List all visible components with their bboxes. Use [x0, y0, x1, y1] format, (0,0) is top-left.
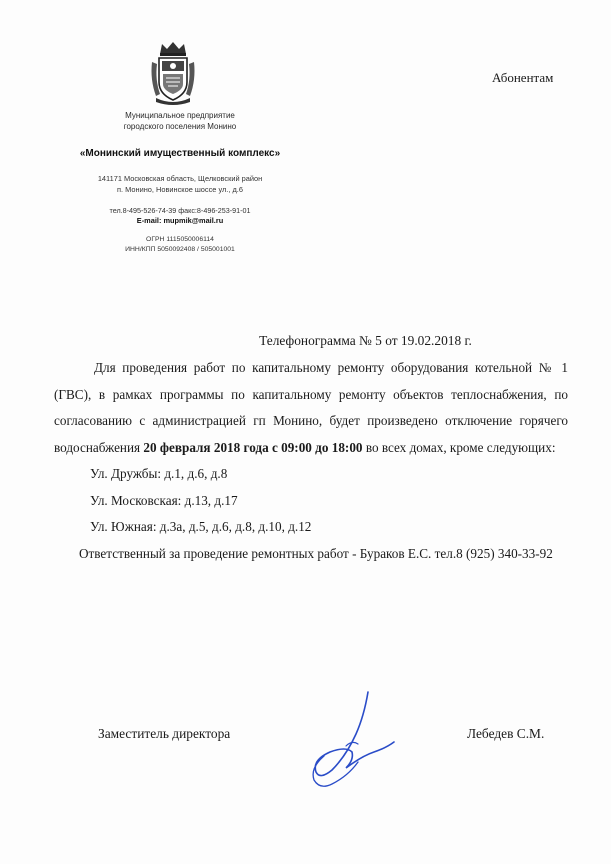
signature [302, 686, 402, 792]
document-title: Телефонограмма № 5 от 19.02.2018 г. [259, 333, 472, 348]
list-item: Ул. Дружбы: д.1, д.6, д.8 [90, 466, 228, 481]
phone-fax: тел.8-495-526-74-39 факс:8-496-253-91-01 [109, 206, 251, 215]
org-type-line: Муниципальное предприятие [125, 111, 235, 120]
lead-text: Для проведения работ по капитальному ремонту оборудования котельной № 1 (ГВС), в рамках программы по капитальному ремонту объектов теплоснабжения, по согласованию с администрацией гп Монино, будет произведено отключение горячего водоснабжения [54, 360, 568, 455]
address-list [90, 461, 568, 541]
recipient: Абонентам [492, 70, 554, 85]
signatory-position: Заместитель директора [98, 726, 231, 741]
org-type-line: городского поселения Монино [123, 122, 237, 131]
letterhead [40, 110, 320, 255]
responsible-paragraph: Ответственный за проведение ремонтных работ - Бураков Е.С. тел.8 (925) 340-33-92 [79, 545, 553, 561]
list-item: Ул. Южная: д.3а, д.5, д.6, д.8, д.10, д.12 [90, 519, 312, 534]
inn-kpp: ИНН/КПП 5050092408 / 505001001 [125, 246, 235, 253]
lead-bold: 20 февраля 2018 года с 09:00 до 18:00 [143, 439, 363, 455]
coat-of-arms-icon [148, 40, 198, 106]
ogrn: ОГРН 1115050006114 [146, 236, 214, 243]
address-line: 141171 Московская область, Щелковский район [97, 174, 263, 183]
address-line: п. Монино, Новинское шоссе ул., д.6 [117, 185, 243, 194]
signatory-name: Лебедев С.М. [467, 726, 545, 741]
email: E-mail: mupmik@mail.ru [136, 216, 224, 225]
lead-tail: во всех домах, кроме следующих: [362, 439, 556, 455]
body-text [54, 355, 568, 567]
org-name: «Монинский имущественный комплекс» [79, 148, 281, 159]
list-item: Ул. Московская: д.13, д.17 [90, 492, 238, 508]
lead-paragraph [54, 355, 568, 461]
document-title-wrap [0, 333, 611, 349]
